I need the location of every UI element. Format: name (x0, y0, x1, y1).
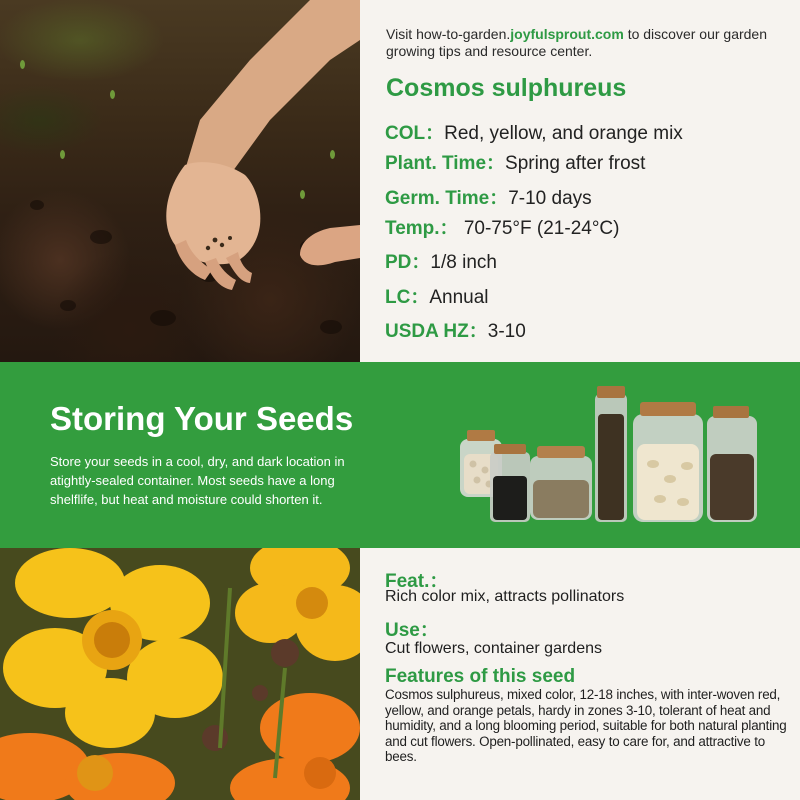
spec-label: Temp.： (385, 218, 459, 239)
spec-label: Germ. Time： (385, 188, 509, 209)
storing-seeds-band (0, 362, 800, 548)
spec-value: 70-75°F (21-24°C) (458, 218, 620, 239)
seed-jars-image (455, 384, 765, 534)
feat-label: Feat.： (385, 571, 449, 592)
spec-life-cycle (385, 282, 489, 309)
spec-label: LC： (385, 287, 430, 308)
seed-info-panel (360, 0, 800, 362)
spec-value: 7-10 days (508, 188, 592, 209)
visit-message (386, 26, 786, 60)
use-label: Use： (385, 620, 439, 641)
spec-value: Annual (429, 287, 489, 308)
features-title: Features of this seed (385, 666, 576, 687)
spec-planting-depth (385, 247, 497, 274)
soil-hand-photo (0, 0, 360, 362)
spec-value: Red, yellow, and orange mix (444, 123, 683, 144)
features-panel (360, 548, 800, 800)
cosmos-flowers-photo (0, 548, 360, 800)
features-description: Cosmos sulphureus, mixed color, 12-18 inches, with inter-woven red, yellow, and orange petals, hardy in zones 3-10, tolerant of heat and humidity, and a long blooming period, suitable for both natural planting and cut flowers. Open-pollinated, easy to care for, and attractive to bees. (385, 687, 787, 764)
spec-usda-zone (385, 316, 526, 343)
spec-germ-time (385, 183, 592, 210)
seed-title: Cosmos sulphureus (386, 74, 627, 102)
spec-plant-time (385, 148, 645, 175)
bottom-section (0, 548, 800, 800)
top-section (0, 0, 800, 362)
spec-value: Spring after frost (505, 153, 646, 174)
spec-color (385, 118, 683, 145)
spec-label: USDA HZ： (385, 321, 488, 342)
visit-prefix: Visit how-to-garden. (386, 26, 511, 42)
spec-label: Plant. Time： (385, 153, 506, 174)
spec-value: 1/8 inch (430, 252, 497, 273)
spec-label: PD： (385, 252, 431, 273)
hand-illustration (0, 0, 360, 362)
spec-temperature (385, 213, 619, 240)
storing-text: Store your seeds in a cool, dry, and dark location in atightly-sealed container. Most seeds have a long shelflife, but heat and moisture could shorten it. (50, 454, 345, 507)
use-value: Cut flowers, container gardens (385, 640, 602, 657)
storing-title: Storing Your Seeds (50, 400, 354, 437)
brand-link[interactable]: joyfulsprout.com (510, 26, 624, 42)
visit-suffix: to discover our garden growing tips and resource center. (386, 26, 768, 59)
cosmos-flowers-illustration (0, 548, 360, 800)
spec-label: COL： (385, 123, 445, 144)
spec-value: 3-10 (487, 321, 526, 342)
feat-value: Rich color mix, attracts pollinators (385, 588, 625, 605)
